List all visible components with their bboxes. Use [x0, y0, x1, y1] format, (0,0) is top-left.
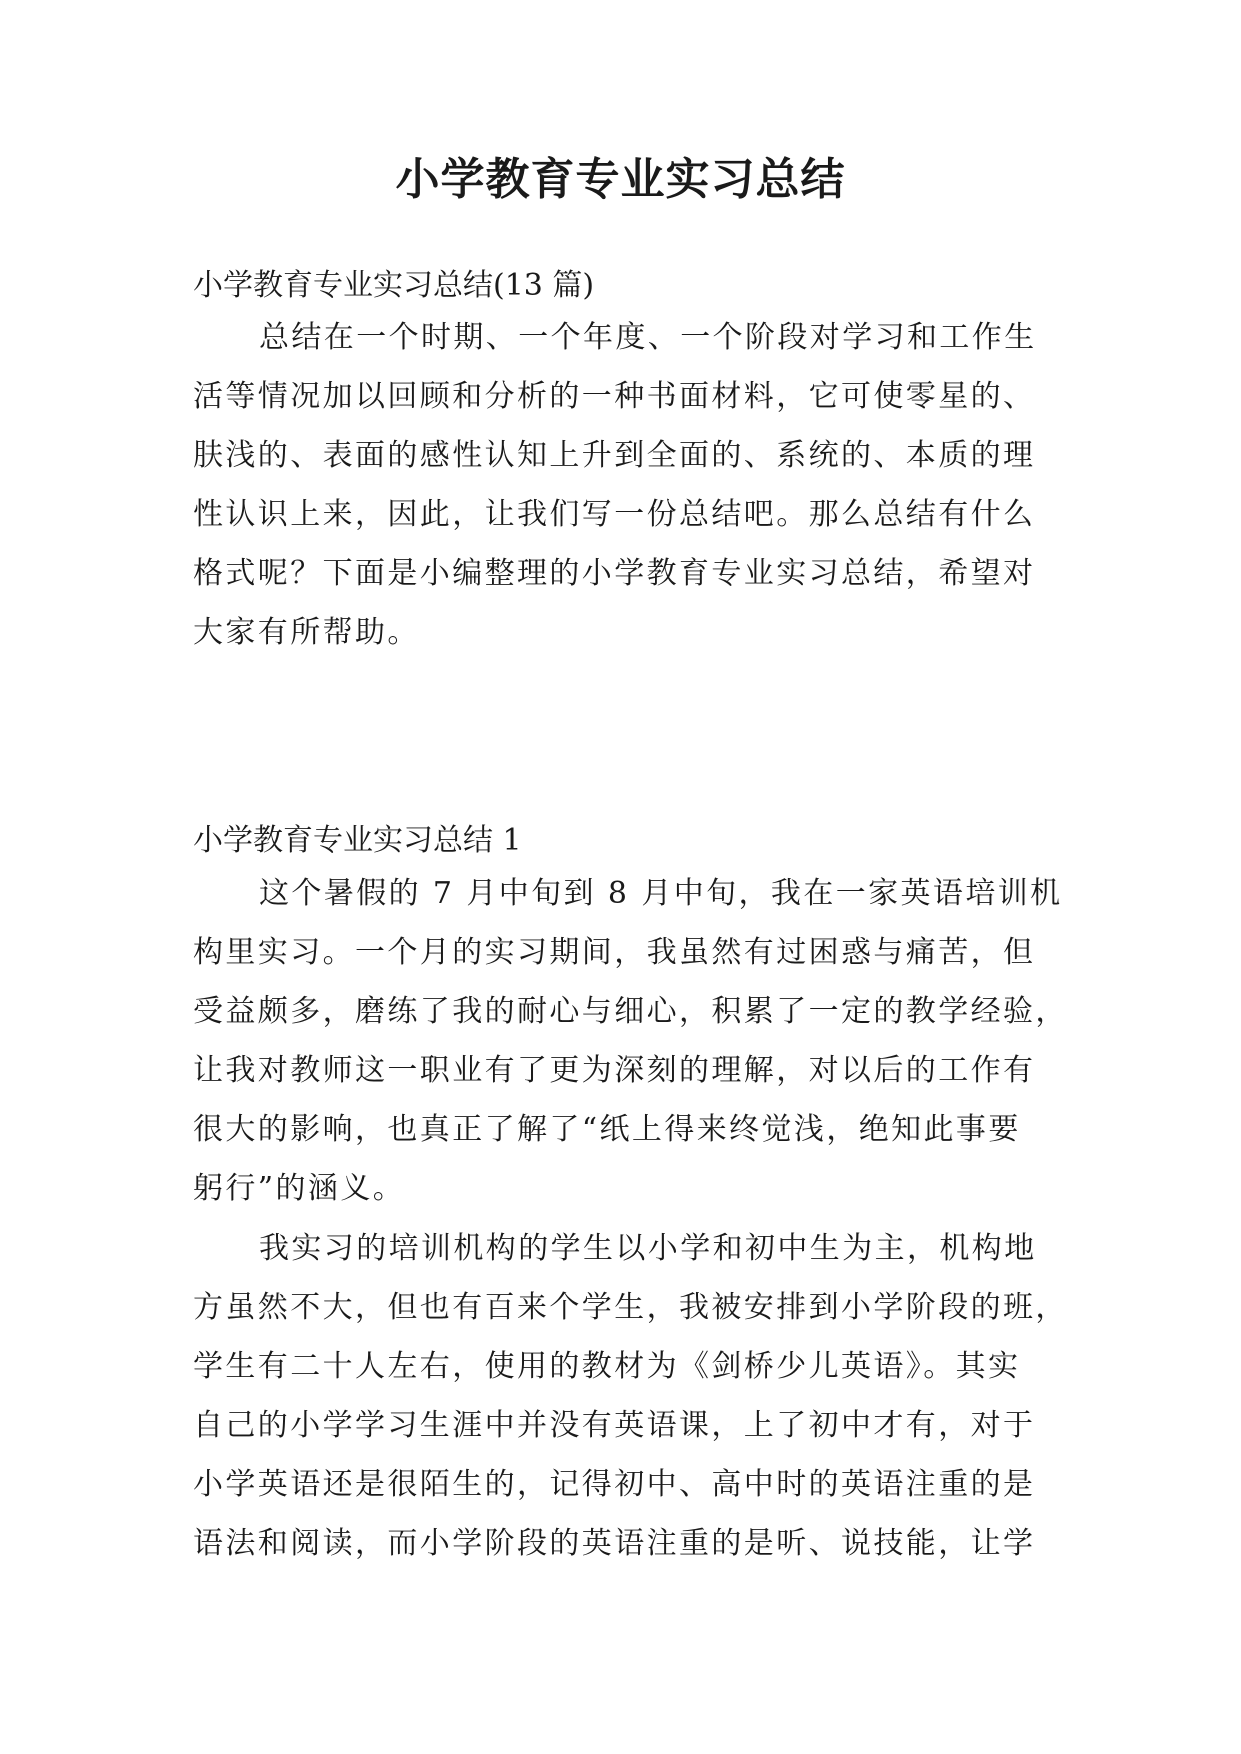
paragraph-line: 语法和阅读，而小学阶段的英语注重的是听、说技能，让学 [193, 1526, 1036, 1561]
body-paragraph-2 [193, 1219, 1093, 1573]
document-title: 小学教育专业实习总结 [395, 154, 846, 205]
paragraph-line: 活等情况加以回顾和分析的一种书面材料，它可使零星的、 [193, 379, 1036, 414]
paragraph-line: 总结在一个时期、一个年度、一个阶段对学习和工作生 [259, 320, 1037, 355]
paragraph-line: 肤浅的、表面的感性认知上升到全面的、系统的、本质的理 [193, 438, 1036, 473]
paragraph-line: 方虽然不大，但也有百来个学生，我被安排到小学阶段的班， [193, 1290, 1068, 1325]
paragraph-line: 躬行”的涵义。 [193, 1171, 406, 1206]
paragraph-line: 让我对教师这一职业有了更为深刻的理解，对以后的工作有 [193, 1053, 1036, 1088]
paragraph-line: 性认识上来，因此，让我们写一份总结吧。那么总结有什么 [193, 497, 1036, 532]
section-heading: 小学教育专业实习总结 1 [193, 823, 522, 858]
document-subtitle: 小学教育专业实习总结(13 篇) [193, 268, 595, 303]
paragraph-line: 构里实习。一个月的实习期间，我虽然有过困惑与痛苦，但 [193, 935, 1036, 970]
paragraph-line: 格式呢？下面是小编整理的小学教育专业实习总结，希望对 [193, 556, 1036, 591]
paragraph-line: 小学英语还是很陌生的，记得初中、高中时的英语注重的是 [193, 1467, 1036, 1502]
paragraph-line: 很大的影响，也真正了解了“纸上得来终觉浅，绝知此事要 [193, 1112, 1021, 1147]
intro-paragraph [193, 308, 1093, 662]
paragraph-line: 这个暑假的 7 月中旬到 8 月中旬，我在一家英语培训机 [259, 876, 1063, 911]
paragraph-line: 学生有二十人左右，使用的教材为《剑桥少儿英语》。其实 [193, 1349, 1021, 1384]
paragraph-line: 受益颇多，磨练了我的耐心与细心，积累了一定的教学经验， [193, 994, 1068, 1029]
paragraph-line: 我实习的培训机构的学生以小学和初中生为主，机构地 [259, 1231, 1037, 1266]
paragraph-line: 自己的小学学习生涯中并没有英语课，上了初中才有，对于 [193, 1408, 1036, 1443]
paragraph-line: 大家有所帮助。 [193, 615, 420, 650]
body-paragraph-1 [193, 864, 1093, 1218]
